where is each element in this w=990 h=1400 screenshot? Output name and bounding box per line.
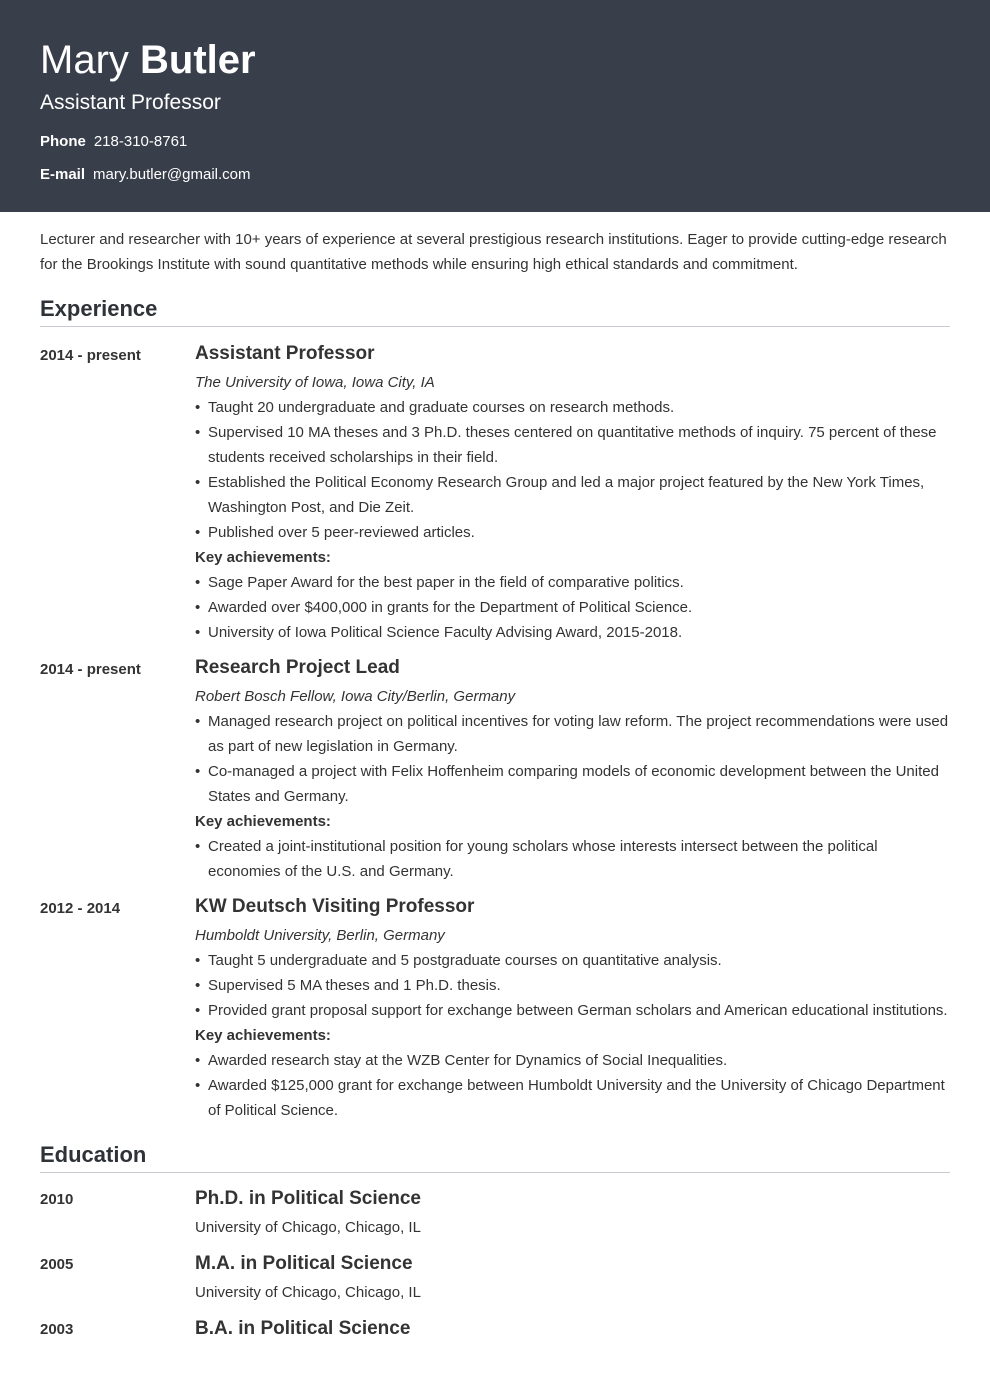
list-item: • Taught 20 undergraduate and graduate courses on research methods.	[195, 395, 950, 420]
phone-label: Phone	[40, 133, 86, 150]
list-item: • Awarded $125,000 grant for exchange between Humboldt University and the University of Chicago Department of Political Science.	[195, 1073, 950, 1123]
education-body	[195, 1316, 950, 1342]
education-year: 2003	[40, 1321, 74, 1338]
list-item: • Supervised 10 MA theses and 3 Ph.D. theses centered on quantitative methods of inquiry. 75 percent of these students received scholarships in their field.	[195, 420, 950, 470]
first-name: Mary	[40, 38, 129, 82]
key-achievements-label: Key achievements:	[195, 813, 331, 830]
resume-content	[0, 227, 990, 1342]
education-entry	[40, 1316, 950, 1342]
section-divider	[40, 1172, 950, 1173]
entry-date: 2014 - present	[40, 661, 141, 678]
phone-value: 218-310-8761	[93, 133, 188, 150]
entry-body	[195, 894, 950, 1123]
entry-organization: Humboldt University, Berlin, Germany	[195, 927, 445, 944]
experience-heading: Experience	[40, 296, 158, 321]
education-body	[195, 1251, 950, 1305]
entry-role: Assistant Professor	[195, 343, 375, 364]
entry-role: KW Deutsch Visiting Professor	[195, 896, 475, 917]
list-item: • Co-managed a project with Felix Hoffenheim comparing models of economic development between the United States and Germany.	[195, 759, 950, 809]
responsibility-list	[195, 709, 950, 809]
experience-entry	[40, 894, 950, 1123]
education-year: 2005	[40, 1256, 74, 1273]
list-item: • Supervised 5 MA theses and 1 Ph.D. thesis.	[195, 973, 950, 998]
entry-date: 2014 - present	[40, 347, 141, 364]
achievement-list	[195, 834, 950, 884]
education-school: University of Chicago, Chicago, IL	[195, 1284, 421, 1301]
email-value[interactable]: mary.butler@gmail.com	[93, 166, 251, 183]
list-item: • Established the Political Economy Research Group and led a major project featured by the New York Times, Washington Post, and Die Zeit.	[195, 470, 950, 520]
entry-organization: The University of Iowa, Iowa City, IA	[195, 374, 435, 391]
responsibility-list	[195, 395, 950, 545]
responsibility-list	[195, 948, 950, 1023]
entry-body	[195, 655, 950, 884]
email-row	[40, 165, 950, 185]
list-item: • Published over 5 peer-reviewed articles.	[195, 520, 950, 545]
education-entry	[40, 1186, 950, 1240]
candidate-name	[40, 38, 950, 82]
list-item: • Created a joint-institutional position for young scholars whose interests intersect between the political economies of the U.S. and Germany.	[195, 834, 950, 884]
list-item: • University of Iowa Political Science Faculty Advising Award, 2015-2018.	[195, 620, 950, 645]
email-label: E-mail	[40, 166, 86, 183]
job-title: Assistant Professor	[40, 91, 221, 114]
education-heading: Education	[40, 1142, 147, 1167]
list-item: • Sage Paper Award for the best paper in the field of comparative politics.	[195, 570, 950, 595]
education-degree: Ph.D. in Political Science	[195, 1188, 421, 1209]
list-item: • Taught 5 undergraduate and 5 postgraduate courses on quantitative analysis.	[195, 948, 950, 973]
entry-organization: Robert Bosch Fellow, Iowa City/Berlin, Germany	[195, 688, 516, 705]
section-divider	[40, 326, 950, 327]
entry-role: Research Project Lead	[195, 657, 400, 678]
list-item: • Awarded over $400,000 in grants for the Department of Political Science.	[195, 595, 950, 620]
education-degree: M.A. in Political Science	[195, 1253, 413, 1274]
experience-section	[40, 295, 950, 1123]
experience-entry	[40, 341, 950, 645]
resume-header	[0, 0, 990, 212]
education-school: University of Chicago, Chicago, IL	[195, 1219, 421, 1236]
education-section	[40, 1141, 950, 1342]
experience-entry	[40, 655, 950, 884]
last-name: Butler	[140, 38, 256, 82]
list-item: • Managed research project on political incentives for voting law reform. The project recommendations were used as part of new legislation in Germany.	[195, 709, 950, 759]
summary-text: Lecturer and researcher with 10+ years of experience at several prestigious research institutions. Eager to provide cutting-edge research for the Brookings Institute with sound quantitative methods while ensuring high ethical standards and commitment.	[40, 231, 947, 273]
list-item: • Provided grant proposal support for exchange between German scholars and American educational institutions.	[195, 998, 950, 1023]
education-body	[195, 1186, 950, 1240]
list-item: • Awarded research stay at the WZB Center for Dynamics of Social Inequalities.	[195, 1048, 950, 1073]
entry-body	[195, 341, 950, 645]
education-degree: B.A. in Political Science	[195, 1318, 411, 1339]
key-achievements-label: Key achievements:	[195, 549, 331, 566]
key-achievements-label: Key achievements:	[195, 1027, 331, 1044]
achievement-list	[195, 570, 950, 645]
education-year: 2010	[40, 1191, 74, 1208]
phone-row	[40, 132, 950, 152]
education-entry	[40, 1251, 950, 1305]
entry-date: 2012 - 2014	[40, 900, 121, 917]
achievement-list	[195, 1048, 950, 1123]
